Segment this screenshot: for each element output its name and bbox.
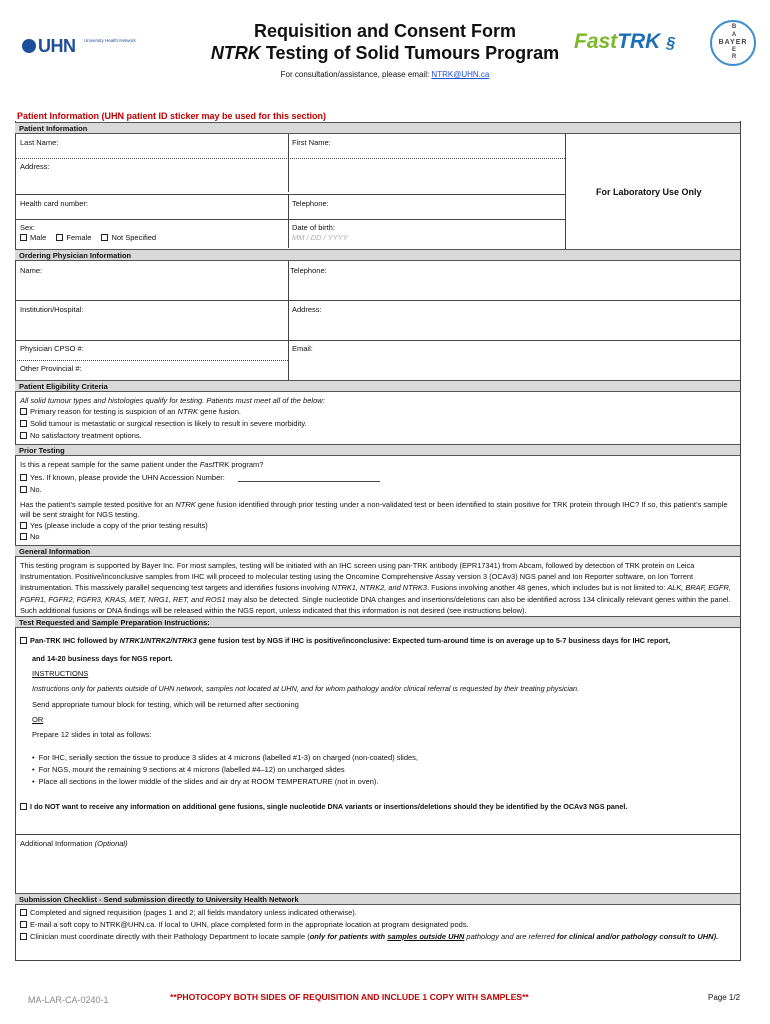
title-line1: Requisition and Consent Form bbox=[253, 21, 516, 41]
additional-info-label: Additional Information (Optional) bbox=[20, 839, 128, 848]
checkbox-icon bbox=[20, 803, 27, 810]
bayer-cross-logo bbox=[710, 20, 756, 66]
slide-bullet-2: • For NGS, mount the remaining 9 sections at 4 microns (labelled #4–12) on uncharged slides bbox=[32, 765, 345, 774]
sex-female-checkbox[interactable]: Female bbox=[56, 233, 91, 242]
bayer-horizontal: BAYER bbox=[718, 39, 748, 46]
other-provincial-field[interactable] bbox=[16, 361, 288, 380]
sex-male-checkbox[interactable]: Male bbox=[20, 233, 46, 242]
physician-address-field[interactable] bbox=[289, 301, 739, 339]
checkbox-icon bbox=[20, 921, 27, 928]
sex-options bbox=[20, 233, 156, 242]
lab-use-only-label: For Laboratory Use Only bbox=[596, 187, 702, 197]
uhn-logo-text: UHN bbox=[38, 36, 76, 56]
contact-email-link[interactable]: NTRK@UHN.ca bbox=[431, 70, 490, 79]
left-border bbox=[15, 121, 16, 961]
send-block-instruction: Send appropriate tumour block for testing, which will be returned after sectioning bbox=[32, 700, 299, 709]
accession-number-field[interactable] bbox=[238, 481, 380, 482]
checkbox-icon bbox=[101, 234, 108, 241]
prior-yes-1[interactable]: Yes. If known, please provide the UHN Accession Number: bbox=[20, 473, 225, 482]
checkbox-icon bbox=[20, 432, 27, 439]
checklist-item-3[interactable]: Clinician must coordinate directly with their Pathology Department to locate sample (only for patients with samples outside UHN pathology and are referred for clinical and/or pathology consult to UHN). bbox=[20, 932, 734, 942]
checkbox-icon bbox=[20, 909, 27, 916]
checkbox-icon bbox=[20, 522, 27, 529]
checklist-item-1[interactable]: Completed and signed requisition (pages 1 and 2; all fields mandatory unless indicated otherwise). bbox=[20, 908, 357, 917]
test-requested-header: Test Requested and Sample Preparation Instructions: bbox=[15, 616, 740, 628]
institution-label: Institution/Hospital: bbox=[20, 305, 84, 314]
additional-info-field[interactable] bbox=[16, 850, 739, 892]
checkbox-icon bbox=[20, 234, 27, 241]
physician-telephone-field[interactable] bbox=[289, 262, 739, 300]
lab-use-divider bbox=[565, 134, 566, 249]
first-name-label: First Name: bbox=[292, 138, 331, 147]
physician-name-field[interactable] bbox=[16, 262, 288, 300]
form-title bbox=[140, 20, 630, 79]
physician-telephone-label: Telephone: bbox=[290, 266, 327, 275]
dna-helix-icon: § bbox=[666, 35, 676, 52]
patient-section-title: Patient Information (UHN patient ID sticker may be used for this section) bbox=[17, 111, 327, 121]
bayer-vertical: B A E R bbox=[731, 24, 737, 60]
dob-label: Date of birth: bbox=[292, 223, 335, 232]
prior-yes-2[interactable]: Yes (please include a copy of the prior testing results) bbox=[20, 521, 208, 530]
patient-telephone-label: Telephone: bbox=[292, 199, 329, 208]
form-id: MA-LAR-CA-0240-1 bbox=[28, 995, 109, 1005]
eligibility-item-2[interactable]: Solid tumour is metastatic or surgical resection is likely to result in severe morbidity. bbox=[20, 419, 307, 428]
pan-trk-test-option[interactable]: Pan-TRK IHC followed by NTRK1/NTRK2/NTRK3 gene fusion test by NGS if IHC is positive/inconclusive: Expected turn-around time is on average up to 5-7 business days for IHC report, bbox=[20, 636, 734, 645]
physician-email-label: Email: bbox=[292, 344, 313, 353]
right-border bbox=[740, 121, 741, 961]
prior-q2: Has the patient’s sample tested positive for an NTRK gene fusion identified through prior testing under a non-validated test or been identified to stain positive for TRK protein through IHC? If so, this patient’s sample will be sent straight for NGS testing. bbox=[20, 500, 728, 519]
eligibility-intro: All solid tumour types and histologies qualify for testing. Patients must meet all of the below: bbox=[20, 396, 325, 405]
last-name-field[interactable] bbox=[16, 134, 288, 158]
prior-no-2[interactable]: No bbox=[20, 532, 40, 541]
prior-q1: Is this a repeat sample for the same patient under the FastTRK program? bbox=[20, 460, 264, 469]
last-name-label: Last Name: bbox=[20, 138, 59, 147]
institution-field[interactable] bbox=[16, 301, 288, 339]
page-number: Page 1/2 bbox=[708, 993, 741, 1002]
physician-name-label: Name: bbox=[20, 266, 43, 275]
general-info-header: General Information bbox=[15, 545, 740, 557]
instructions-heading: INSTRUCTIONS bbox=[32, 669, 89, 678]
prior-testing-header: Prior Testing bbox=[15, 444, 740, 456]
checkbox-icon bbox=[20, 533, 27, 540]
checkbox-icon bbox=[20, 420, 27, 427]
pan-trk-test-line2: and 14-20 business days for NGS report. bbox=[32, 654, 173, 663]
or-label: OR bbox=[32, 715, 44, 724]
checkbox-icon bbox=[20, 408, 27, 415]
physician-address-label: Address: bbox=[292, 305, 322, 314]
instructions-scope: Instructions only for patients outside of UHN network, samples not located at UHN, and for whom pathology and/or clinical referral is requested by their treating physician. bbox=[32, 684, 580, 693]
patient-address-field[interactable] bbox=[16, 159, 565, 193]
uhn-logo bbox=[22, 36, 136, 58]
physician-info-header: Ordering Physician Information bbox=[15, 249, 740, 261]
checklist-header: Submission Checklist - Send submission directly to University Health Network bbox=[15, 893, 740, 905]
slide-bullet-3: • Place all sections in the lower middle of the slides and air dry at ROOM TEMPERATURE (not in oven). bbox=[32, 777, 379, 786]
checkbox-icon bbox=[20, 474, 27, 481]
uhn-logo-sub: University Health Network bbox=[84, 38, 136, 43]
patient-info-header: Patient Information bbox=[15, 122, 740, 134]
address-label: Address: bbox=[20, 162, 50, 171]
eligibility-header: Patient Eligibility Criteria bbox=[15, 380, 740, 392]
checkbox-icon bbox=[20, 933, 27, 940]
fasttrk-logo: FastTRK § bbox=[574, 30, 676, 53]
checkbox-icon bbox=[20, 486, 27, 493]
first-name-field[interactable] bbox=[289, 134, 565, 158]
title-line2: NTRK Testing of Solid Tumours Program bbox=[210, 43, 560, 63]
cpso-field[interactable] bbox=[16, 341, 288, 360]
other-provincial-label: Other Provincial #: bbox=[20, 364, 82, 373]
slide-bullet-1: • For IHC, serially section the tissue to produce 3 slides at 4 microns (labelled #1-3) on charged (non-coated) slides, bbox=[32, 753, 418, 762]
dob-input[interactable]: MM / DD / YYYY bbox=[292, 233, 348, 242]
general-info-text: This testing program is supported by Bayer Inc. For most samples, testing will be initiated with an IHC screen using pan-TRK antibody (EPR17341) from Abcam, followed by detection of TRK protein on Leica Instrumentation. Positive/inconclusive samples from IHC will proceed to molecular testing using the Oncomine Comprehensive Assay version 3 (OCAv3) NGS panel and Ion Reporter software, on Ion Torrent Instrumentation. This massively parallel sequencing test targets and identifies fusions involving NTRK1, NTRK2, and NTRK3. Fusions involving another 48 genes, which includes but is not limited to: ALK, BRAF, EGFR, FGFR1, FGFR2, FGFR3, KRAS, MET, NRG1, RET, and ROS1 may also be detected. Single nucleotide DNA changes and insertions/deletions can also be identified across 134 clinically relevant genes within the panel. Such additional fusions or DNA findings will be released within the NGS report, unless indicated that this information is not desired (see instructions below). bbox=[20, 561, 731, 615]
ngs-opt-out-option[interactable]: I do NOT want to receive any information on additional gene fusions, single nucleotide DNA variants or insertions/deletions should they be identified by the OCAv3 NGS panel. bbox=[20, 802, 627, 811]
cpso-label: Physician CPSO #: bbox=[20, 344, 84, 353]
health-card-field[interactable] bbox=[16, 195, 288, 219]
checklist-item-2[interactable]: E-mail a soft copy to NTRK@UHN.ca. If local to UHN, place completed form in the appropriate location at program designated pods. bbox=[20, 920, 469, 929]
prepare-slides-instruction: Prepare 12 slides in total as follows: bbox=[32, 730, 152, 739]
health-card-label: Health card number: bbox=[20, 199, 88, 208]
sex-not-specified-checkbox[interactable]: Not Specified bbox=[101, 233, 156, 242]
prior-no-1[interactable]: No. bbox=[20, 485, 42, 494]
photocopy-notice: **PHOTOCOPY BOTH SIDES OF REQUISITION AND INCLUDE 1 COPY WITH SAMPLES** bbox=[170, 992, 529, 1002]
sex-label: Sex: bbox=[20, 223, 36, 232]
physician-email-field[interactable] bbox=[289, 341, 739, 380]
checkbox-icon bbox=[56, 234, 63, 241]
contact-line: For consultation/assistance, please email: NTRK@UHN.ca bbox=[280, 70, 490, 79]
eligibility-item-1[interactable]: Primary reason for testing is suspicion of an NTRK gene fusion. bbox=[20, 407, 241, 416]
patient-telephone-field[interactable] bbox=[289, 195, 565, 219]
checkbox-icon bbox=[20, 637, 27, 644]
eligibility-item-3[interactable]: No satisfactory treatment options. bbox=[20, 431, 142, 440]
uhn-globe-icon bbox=[22, 39, 36, 53]
